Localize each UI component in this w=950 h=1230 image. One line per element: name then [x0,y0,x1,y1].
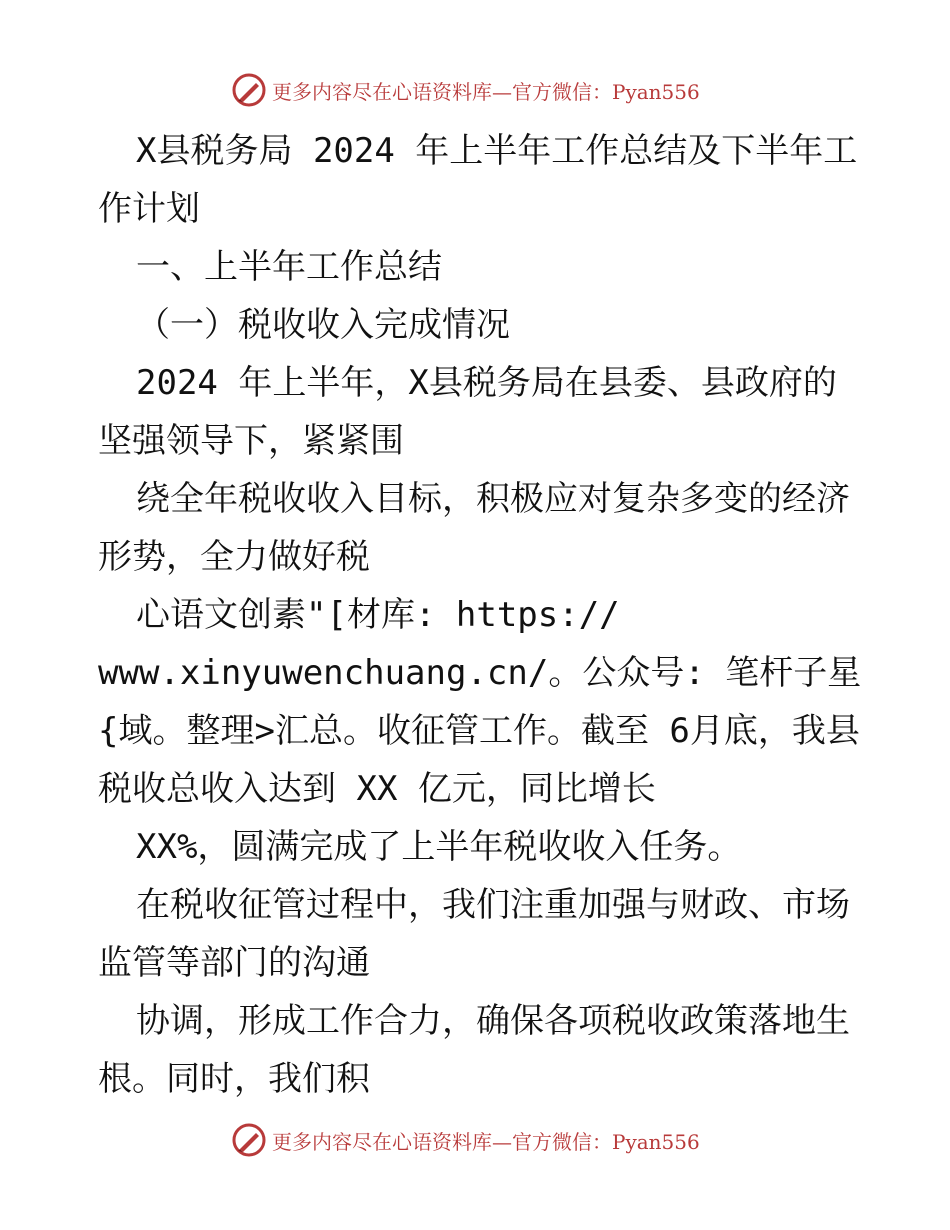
doc-title-line-2: 作计划 [98,189,200,229]
pen-logo-icon [232,1123,266,1157]
paragraph-line: 心语文创素"[材库: https:// [136,595,620,635]
section-heading: 一、上半年工作总结 [136,247,442,287]
paragraph-line: 监管等部门的沟通 [98,943,370,983]
subsection-heading: （一）税收收入完成情况 [136,305,510,345]
paragraph-line: 协调，形成工作合力，确保各项税收政策落地生 [136,1001,850,1041]
pen-logo-icon [232,73,266,107]
header-banner [232,72,752,108]
paragraph-line: www.xinyuwenchuang.cn/。公众号: 笔杆子星 [98,653,862,693]
banner-text: 更多内容尽在心语资料库—官方微信：Pyan556 [272,79,700,104]
banner-text: 更多内容尽在心语资料库—官方微信：Pyan556 [272,1129,700,1154]
paragraph-line: 在税收征管过程中，我们注重加强与财政、市场 [136,885,850,925]
paragraph-line: {域。整理>汇总。收征管工作。截至 6月底，我县 [98,711,860,751]
paragraph-line: XX%，圆满完成了上半年税收收入任务。 [136,827,742,867]
paragraph-line: 坚强领导下，紧紧围 [98,421,404,461]
document-body [98,122,862,1108]
paragraph-line: 绕全年税收收入目标，积极应对复杂多变的经济 [136,479,850,519]
doc-title-line-1: X县税务局 2024 年上半年工作总结及下半年工 [136,131,858,171]
paragraph-line: 2024 年上半年，X县税务局在县委、县政府的 [136,363,837,403]
paragraph-line: 形势，全力做好税 [98,537,370,577]
footer-banner [232,1122,752,1158]
paragraph-line: 根。同时，我们积 [98,1059,370,1099]
paragraph-line: 税收总收入达到 XX 亿元，同比增长 [98,769,656,809]
